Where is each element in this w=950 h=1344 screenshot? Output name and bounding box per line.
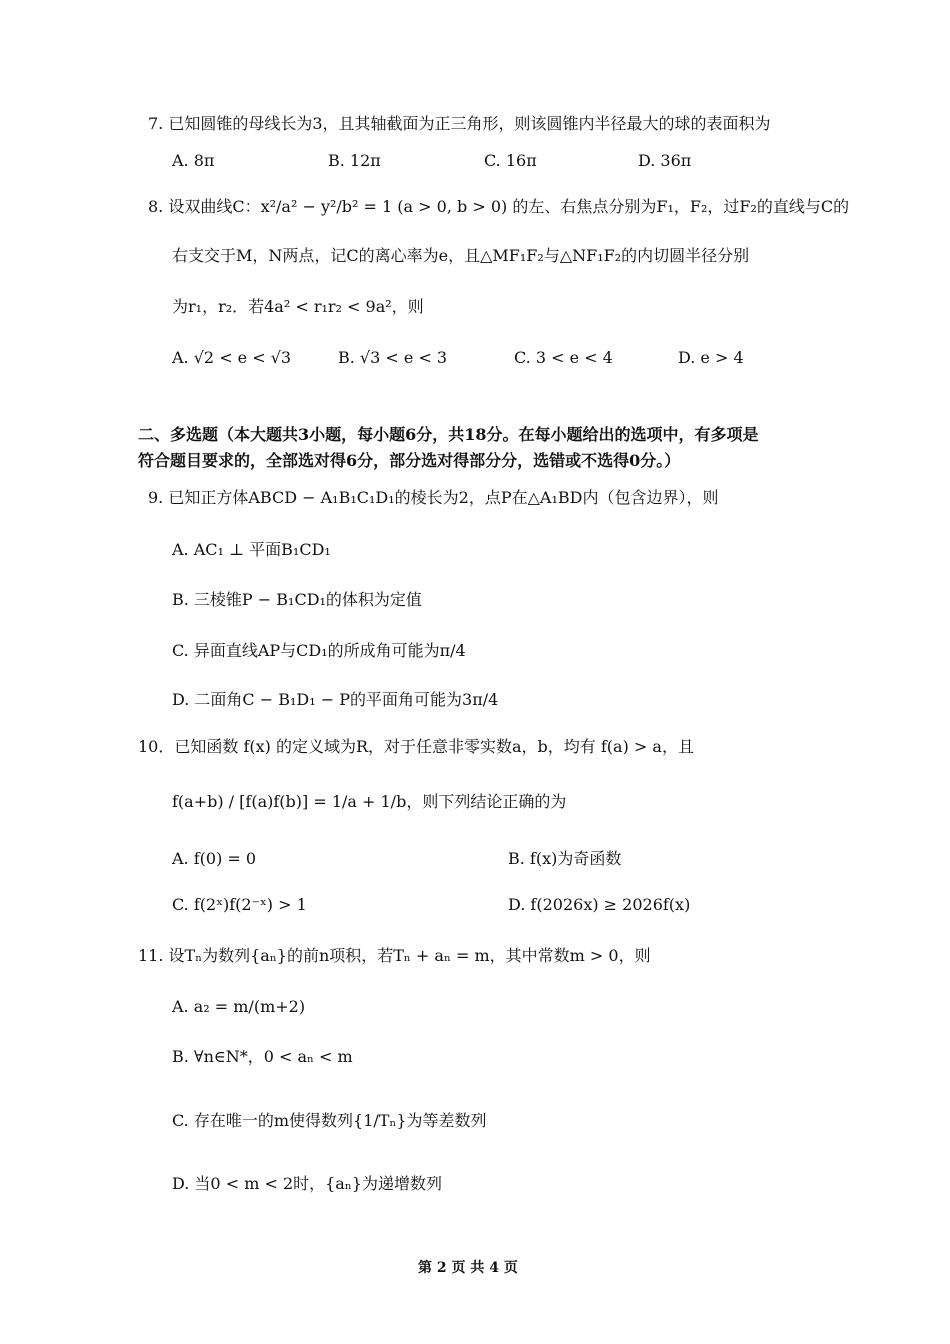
q10-option-a: A. f(0) = 0 bbox=[172, 849, 257, 868]
q11-option-d: D. 当0 < m < 2时，{aₙ}为递增数列 bbox=[172, 1174, 442, 1193]
q9-stem: 9. 已知正方体ABCD − A₁B₁C₁D₁的棱长为2，点P在△A₁BD内（包含边界），则 bbox=[148, 488, 719, 507]
q7-option-a: A. 8π bbox=[172, 151, 215, 170]
q7-option-c: C. 16π bbox=[484, 151, 537, 170]
q7-option-d: D. 36π bbox=[638, 151, 692, 170]
section2-heading-line2: 符合题目要求的，全部选对得6分，部分选对得部分分，选错或不选得0分。） bbox=[138, 451, 681, 470]
q10-option-b: B. f(x)为奇函数 bbox=[508, 849, 622, 868]
q8-option-b: B. √3 < e < 3 bbox=[338, 348, 448, 367]
q8-option-a: A. √2 < e < √3 bbox=[172, 348, 292, 367]
q9-option-c: C. 异面直线AP与CD₁的所成角可能为π/4 bbox=[172, 641, 466, 660]
q8-option-c: C. 3 < e < 4 bbox=[514, 348, 613, 367]
q11-option-c: C. 存在唯一的m使得数列{1/Tₙ}为等差数列 bbox=[172, 1111, 487, 1130]
q8-line1: 8. 设双曲线C：x²/a² − y²/b² = 1 (a > 0, b > 0) 的左、右焦点分别为F₁，F₂，过F₂的直线与C的 bbox=[148, 197, 850, 216]
q8-line3: 为r₁，r₂．若4a² < r₁r₂ < 9a²，则 bbox=[172, 297, 424, 316]
q7-stem: 7. 已知圆锥的母线长为3，且其轴截面为正三角形，则该圆锥内半径最大的球的表面积为 bbox=[148, 114, 771, 133]
section2-heading-line1: 二、多选题（本大题共3小题，每小题6分，共18分。在每小题给出的选项中，有多项是 bbox=[138, 425, 759, 444]
q9-option-b: B. 三棱锥P − B₁CD₁的体积为定值 bbox=[172, 590, 422, 609]
q11-stem: 11. 设Tₙ为数列{aₙ}的前n项积，若Tₙ + aₙ = m，其中常数m > 0，则 bbox=[138, 946, 651, 965]
q10-line2: f(a+b) / [f(a)f(b)] = 1/a + 1/b，则下列结论正确的为 bbox=[172, 792, 567, 811]
q7-option-b: B. 12π bbox=[328, 151, 381, 170]
q9-option-a: A. AC₁ ⊥ 平面B₁CD₁ bbox=[172, 540, 331, 559]
q10-line1: 10．已知函数 f(x) 的定义域为R，对于任意非零实数a，b，均有 f(a) > a，且 bbox=[138, 737, 694, 756]
q8-line2: 右支交于M，N两点，记C的离心率为e，且△MF₁F₂与△NF₁F₂的内切圆半径分别 bbox=[172, 246, 750, 265]
q10-option-d: D. f(2026x) ≥ 2026f(x) bbox=[508, 895, 691, 914]
q11-option-b: B. ∀n∈N*，0 < aₙ < m bbox=[172, 1047, 353, 1066]
q9-option-d: D. 二面角C − B₁D₁ − P的平面角可能为3π/4 bbox=[172, 690, 499, 709]
q8-option-d: D. e > 4 bbox=[678, 348, 744, 367]
page-footer: 第 2 页 共 4 页 bbox=[418, 1260, 518, 1276]
q10-option-c: C. f(2ˣ)f(2⁻ˣ) > 1 bbox=[172, 895, 307, 914]
q11-option-a: A. a₂ = m/(m+2) bbox=[172, 997, 306, 1016]
